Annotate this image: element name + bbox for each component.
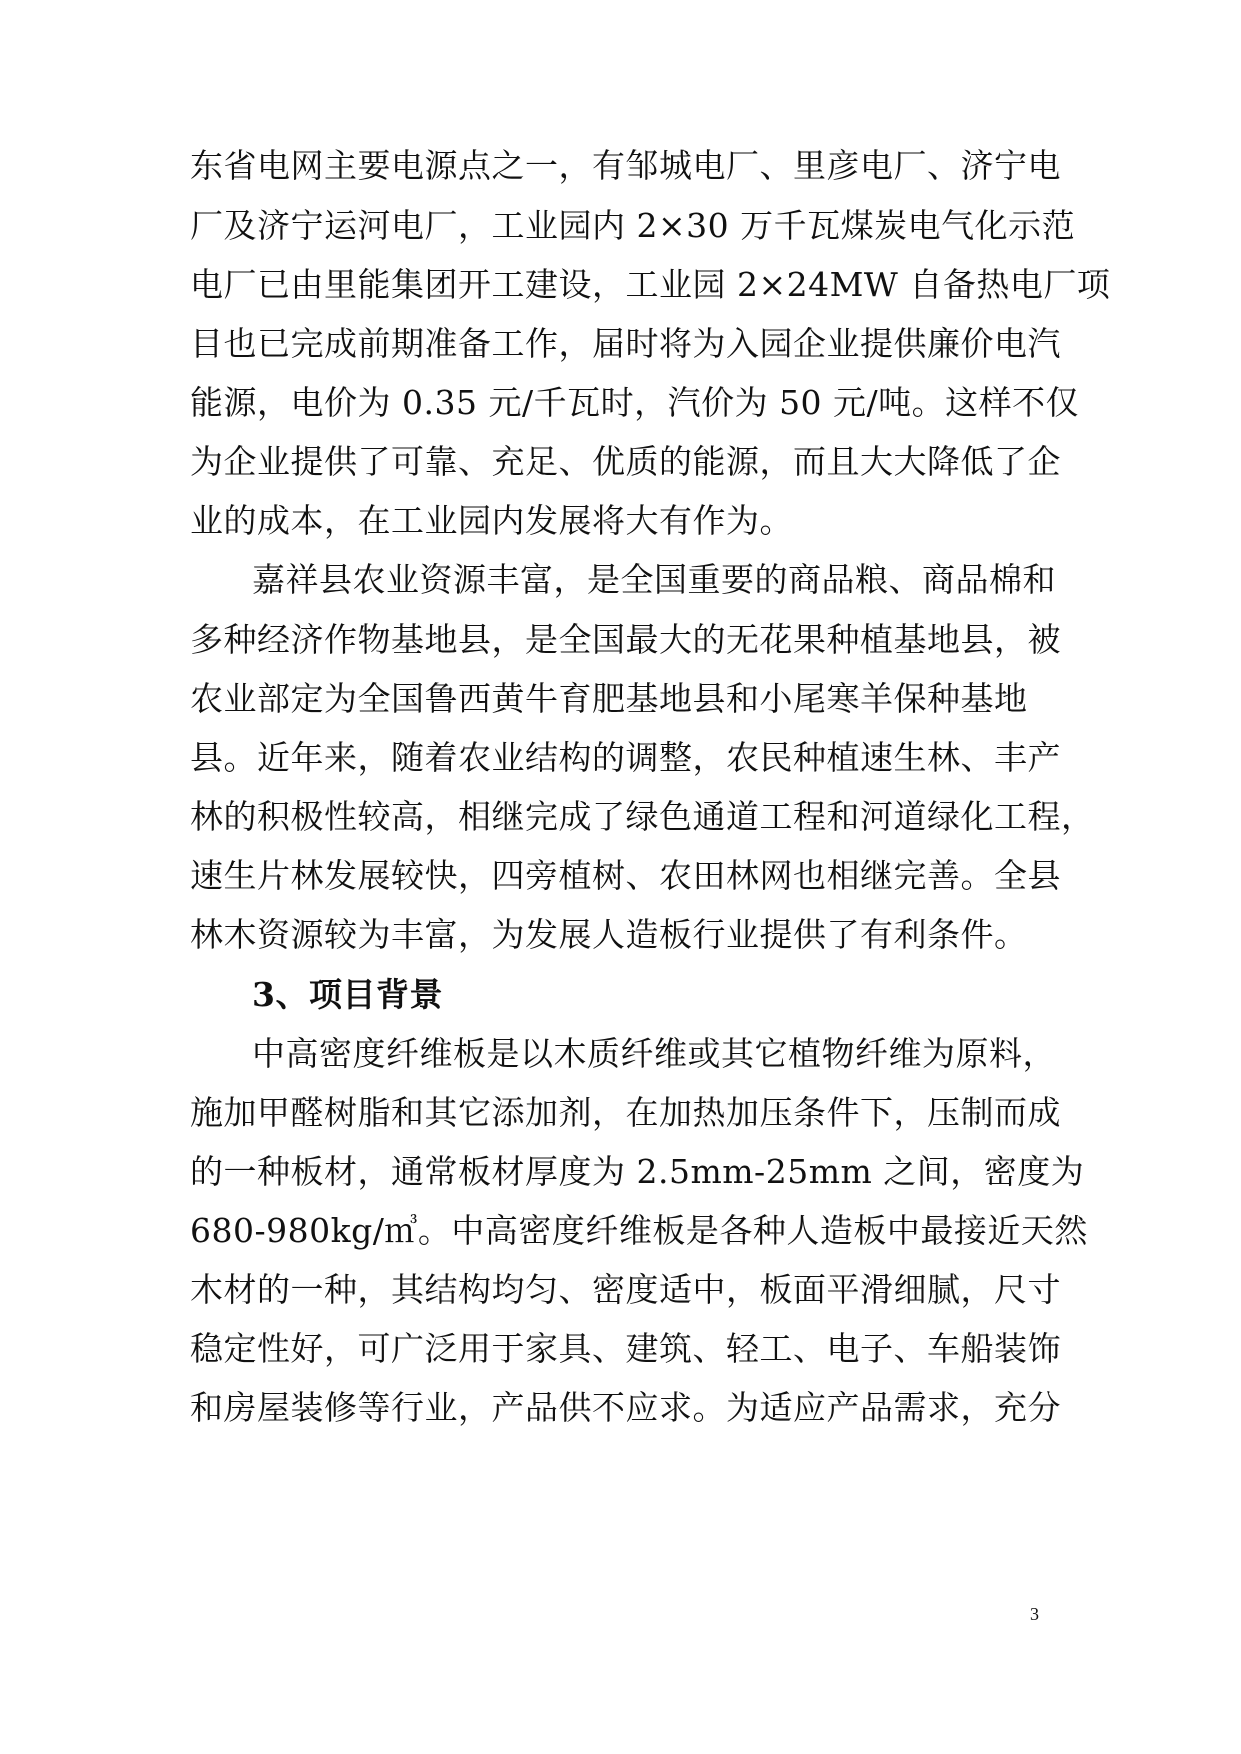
text-line: 业的成本，在工业园内发展将大有作为。 <box>190 501 793 540</box>
text-line: 东省电网主要电源点之一，有邹城电厂、里彦电厂、济宁电 <box>190 146 1061 185</box>
text-line: 多种经济作物基地县，是全国最大的无花果种植基地县，被 <box>190 620 1061 659</box>
text-line: 县。近年来，随着农业结构的调整，农民种植速生林、丰产 <box>190 738 1061 777</box>
text-line: 和房屋装修等行业，产品供不应求。为适应产品需求，充分 <box>190 1388 1061 1427</box>
text-line: 电厂已由里能集团开工建设，工业园 2×24MW 自备热电厂项 <box>190 265 1111 304</box>
text-line: 目也已完成前期准备工作，届时将为入园企业提供廉价电汽 <box>190 324 1061 363</box>
paragraph-start-line: 中高密度纤维板是以木质纤维或其它植物纤维为原料， <box>252 1034 1056 1073</box>
text-line: 速生片林发展较快，四旁植树、农田林网也相继完善。全县 <box>190 856 1061 895</box>
text-line: 林的积极性较高，相继完成了绿色通道工程和河道绿化工程， <box>190 797 1095 836</box>
text-line: 能源，电价为 0.35 元/千瓦时，汽价为 50 元/吨。这样不仅 <box>190 383 1080 422</box>
text-line: 的一种板材，通常板材厚度为 2.5mm-25mm 之间，密度为 <box>190 1152 1085 1191</box>
text-line: 木材的一种，其结构均匀、密度适中，板面平滑细腻，尺寸 <box>190 1270 1061 1309</box>
text-line: 农业部定为全国鲁西黄牛育肥基地县和小尾寒羊保种基地 <box>190 679 1028 718</box>
section-heading: 3、项目背景 <box>252 975 443 1014</box>
paragraph-start-line: 嘉祥县农业资源丰富，是全国重要的商品粮、商品棉和 <box>252 560 1056 599</box>
text-line: 稳定性好，可广泛用于家具、建筑、轻工、电子、车船装饰 <box>190 1329 1061 1368</box>
text-line: 厂及济宁运河电厂，工业园内 2×30 万千瓦煤炭电气化示范 <box>190 206 1076 245</box>
text-line: 施加甲醛树脂和其它添加剂，在加热加压条件下，压制而成 <box>190 1093 1061 1132</box>
text-line: 680-980kg/㎥。中高密度纤维板是各种人造板中最接近天然 <box>190 1211 1088 1250</box>
text-line: 林木资源较为丰富，为发展人造板行业提供了有利条件。 <box>190 915 1028 954</box>
page-number: 3 <box>1030 1604 1039 1624</box>
text-line: 为企业提供了可靠、充足、优质的能源，而且大大降低了企 <box>190 442 1061 481</box>
